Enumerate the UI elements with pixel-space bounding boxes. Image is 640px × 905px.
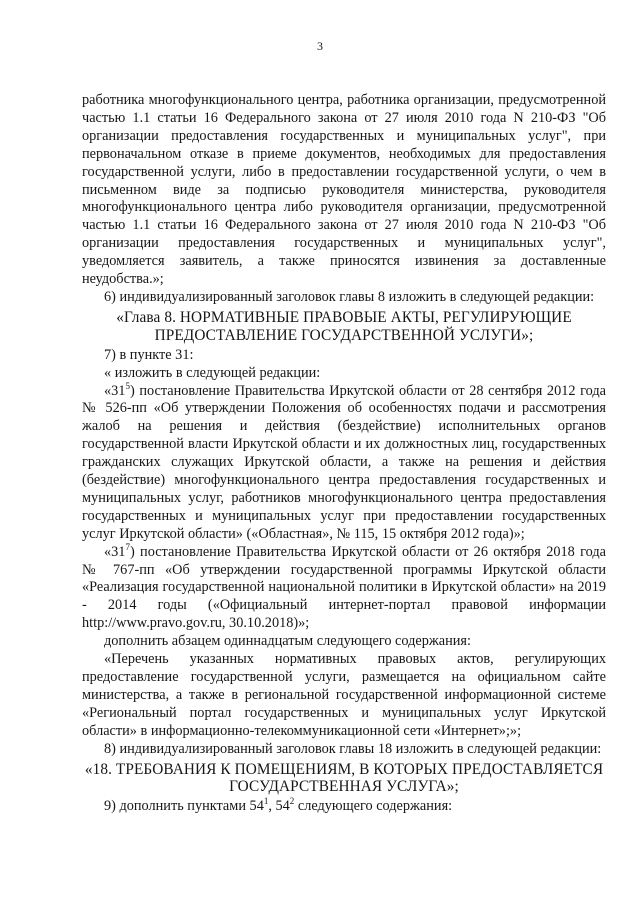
list-placement-paragraph: «Перечень указанных нормативных правовых актов, регулирующих предоставление государственной услуги, размещается на официальном сайте министерства, а также в региональной государственной информационной системе «Региональный портал государственных и муниципальных услуг Иркутской области» в информационно-телекоммуникационной сети «Интернет»;»; — [82, 651, 606, 739]
item-7: 7) в пункте 31: — [104, 346, 194, 363]
chapter-18-heading: «18. ТРЕБОВАНИЯ К ПОМЕЩЕНИЯМ, В КОТОРЫХ ПРЕДОСТАВЛЯЕТСЯ ГОСУДАРСТВЕННАЯ УСЛУГА»; — [84, 760, 604, 796]
item-6: 6) индивидуализированный заголовок главы 8 изложить в следующей редакции: — [104, 288, 595, 305]
item-9-text-start: 9) дополнить пунктами 54 — [104, 798, 264, 815]
document-body — [82, 92, 606, 816]
paragraph-notice-continuation: работника многофункционального центра, работника организации, предусмотренной частью 1.1 статьи 16 Федерального закона от 27 июля 2010 года N 210-ФЗ "Об организации предоставления государственных и муниципальных услуг", при первоначальном отказе в приеме документов, необходимых для предоставления государственной услуги, либо в предоставлении государственной услуги, о чем в письменном виде за подписью руководителя министерства, руководителя многофункционального центра либо руководителя организации, предусмотренной частью 1.1 статьи 16 Федерального закона от 27 июля 2010 года N 210-ФЗ "Об организации предоставления государственных и муниципальных услуг", уведомляется заявитель, а также приносятся извинения за доставленные неудобства.»; — [82, 92, 606, 288]
clause-number: «31 — [104, 543, 126, 560]
item-9-superscript-1: 1 — [263, 796, 269, 807]
page-number: 3 — [317, 39, 323, 53]
clause-31-7 — [82, 541, 606, 634]
item-9-superscript-2: 2 — [289, 796, 295, 807]
clause-text: ) постановление Правительства Иркутской области от 28 сентября 2012 года № 526-пп «Об утверждении Положения об особенностях подачи и рассмотрения жалоб на решения и действия (бездействие) исполнительных органов государственной власти Иркутской области и их должностных лиц, государственных гражданских служащих Иркутской области, а также на решения и действия (бездействие) многофункционального центра предоставления государственных и муниципальных услуг, работников многофункционального центра предоставления государственных и муниципальных услуг при предоставлении государственных услуг Иркутской области» («Областная», № 115, 15 октября 2012 года)»; — [82, 382, 606, 542]
chapter-8-heading: «Глава 8. НОРМАТИВНЫЕ ПРАВОВЫЕ АКТЫ, РЕГУЛИРУЮЩИЕ ПРЕДОСТАВЛЕНИЕ ГОСУДАРСТВЕННОЙ УСЛУГИ»; — [116, 308, 572, 344]
item-8: 8) индивидуализированный заголовок главы 18 изложить в следующей редакции: — [104, 740, 602, 757]
item-9-text-end: следующего содержания: — [294, 798, 453, 815]
item-9 — [82, 798, 606, 816]
clause-text: ) постановление Правительства Иркутской области от 26 октября 2018 года № 767-пп «Об утверждении государственной программы Иркутской области «Реализация государственной национальной политики в Иркутской области» на 2019 - 2014 годы («Официальный интернет-портал правовой информации http://www.pravo.gov.ru, 30.10.2018)»; — [82, 543, 606, 632]
add-paragraph-instruction: дополнить абзацем одиннадцатым следующего содержания: — [104, 633, 471, 650]
clause-31-5 — [82, 380, 606, 544]
clause-number: «31 — [104, 382, 126, 399]
item-9-text-middle: , 54 — [268, 798, 290, 815]
clause-superscript: 7 — [125, 541, 130, 552]
clause-superscript: 5 — [125, 380, 130, 391]
item-7-subparagraph: « изложить в следующей редакции: — [104, 364, 321, 381]
